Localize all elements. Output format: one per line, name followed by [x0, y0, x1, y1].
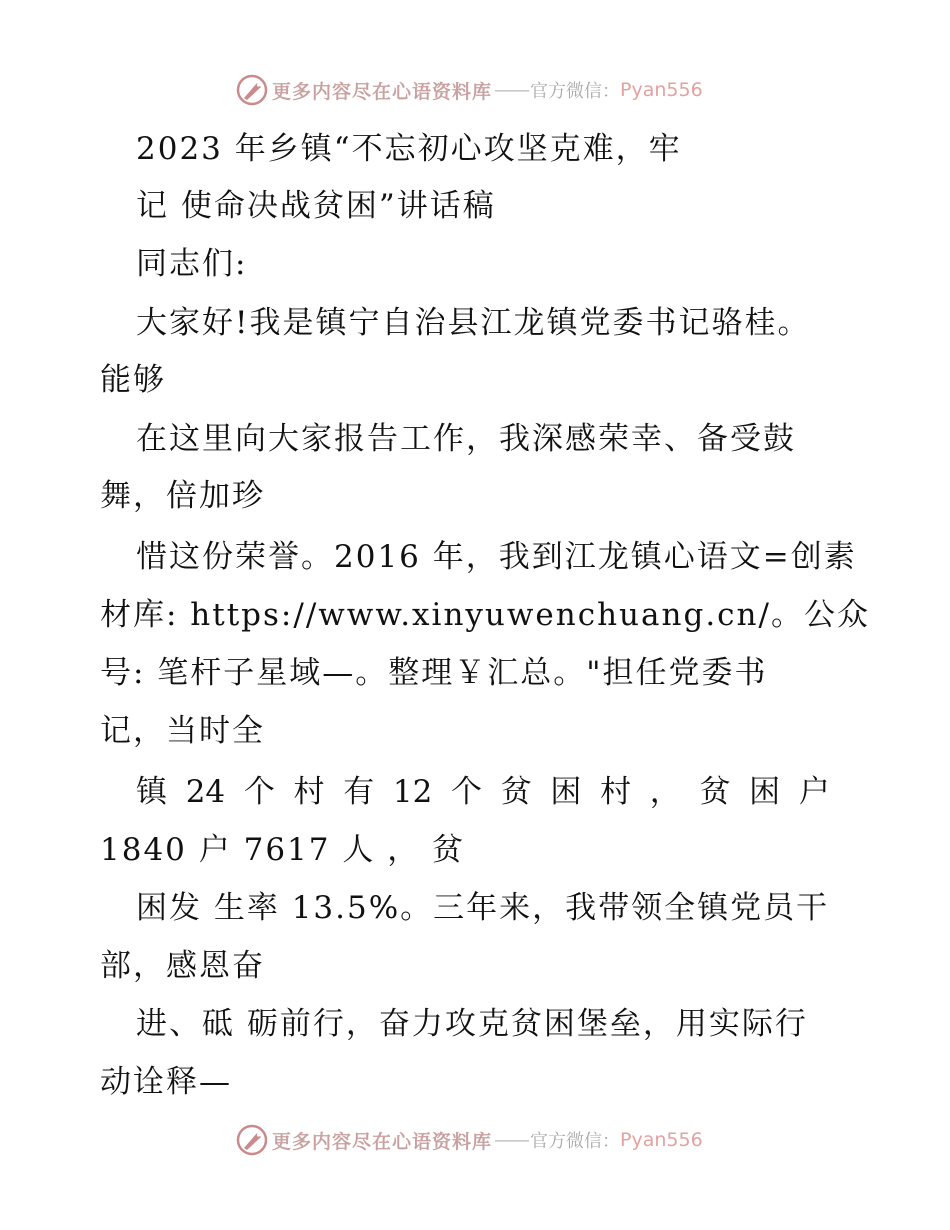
spread-token: 贫 [699, 774, 731, 810]
spread-token: 村 [293, 774, 325, 810]
pen-nib-logo-icon [236, 74, 268, 106]
spread-token: 12 [392, 774, 433, 810]
body-line: 惜这份荣誉。2016 年，我到江龙镇心语文=创素 [136, 539, 857, 575]
body-line: 动诠释— [100, 1064, 232, 1100]
pen-nib-logo-icon [236, 1124, 268, 1156]
watermark-wechat-label: 官方微信： [530, 1131, 621, 1152]
body-line: 能够 [100, 362, 166, 398]
watermark-wechat-id: Pyan556 [620, 1129, 703, 1151]
body-line-spread [136, 772, 830, 812]
spread-token: 村 [600, 774, 632, 810]
header-watermark [236, 72, 756, 108]
body-line: 记，当时全 [100, 713, 265, 749]
spread-token: 镇 [136, 774, 167, 810]
watermark-site-text: 更多内容尽在心语资料库 [272, 80, 493, 103]
spread-token: 24 [185, 774, 226, 810]
spread-token: 户 [798, 774, 830, 810]
body-line: 1840 户 7617 人 ， 贫 [100, 832, 466, 868]
body-line: 大家好!我是镇宁自治县江龙镇党委书记骆桂。 [136, 305, 811, 341]
body-line: 困发 生率 13.5%。三年来，我带领全镇党员干 [136, 890, 830, 926]
spread-token: 个 [451, 774, 483, 810]
body-line: 材库: https://www.xinyuwenchuang.cn/。公众 [100, 597, 870, 633]
spread-token: 贫 [500, 774, 532, 810]
document-title-line-2: 记 使命决战贫困”讲话稿 [136, 188, 496, 224]
spread-token: ， [649, 774, 681, 810]
spread-token: 困 [749, 774, 781, 810]
body-line: 舞，倍加珍 [100, 478, 265, 514]
salutation: 同志们: [136, 246, 248, 282]
spread-token: 个 [243, 774, 275, 810]
spread-token: 有 [343, 774, 375, 810]
document-title-line-1: 2023 年乡镇“不忘初心攻坚克难，牢 [136, 131, 682, 167]
spread-token: 困 [550, 774, 582, 810]
body-line: 在这里向大家报告工作，我深感荣幸、备受鼓 [136, 421, 796, 457]
body-line: 号: 笔杆子星域—。整理￥汇总。"担任党委书 [100, 655, 768, 691]
body-line: 进、砥 砺前行，奋力攻克贫困堡垒，用实际行 [136, 1006, 808, 1042]
watermark-separator: —— [494, 79, 529, 101]
footer-watermark [236, 1122, 756, 1158]
watermark-wechat-id: Pyan556 [620, 79, 703, 101]
watermark-site-text: 更多内容尽在心语资料库 [272, 1130, 493, 1153]
watermark-wechat-label: 官方微信： [530, 81, 621, 102]
body-line: 部，感恩奋 [100, 948, 265, 984]
watermark-separator: —— [494, 1129, 529, 1151]
